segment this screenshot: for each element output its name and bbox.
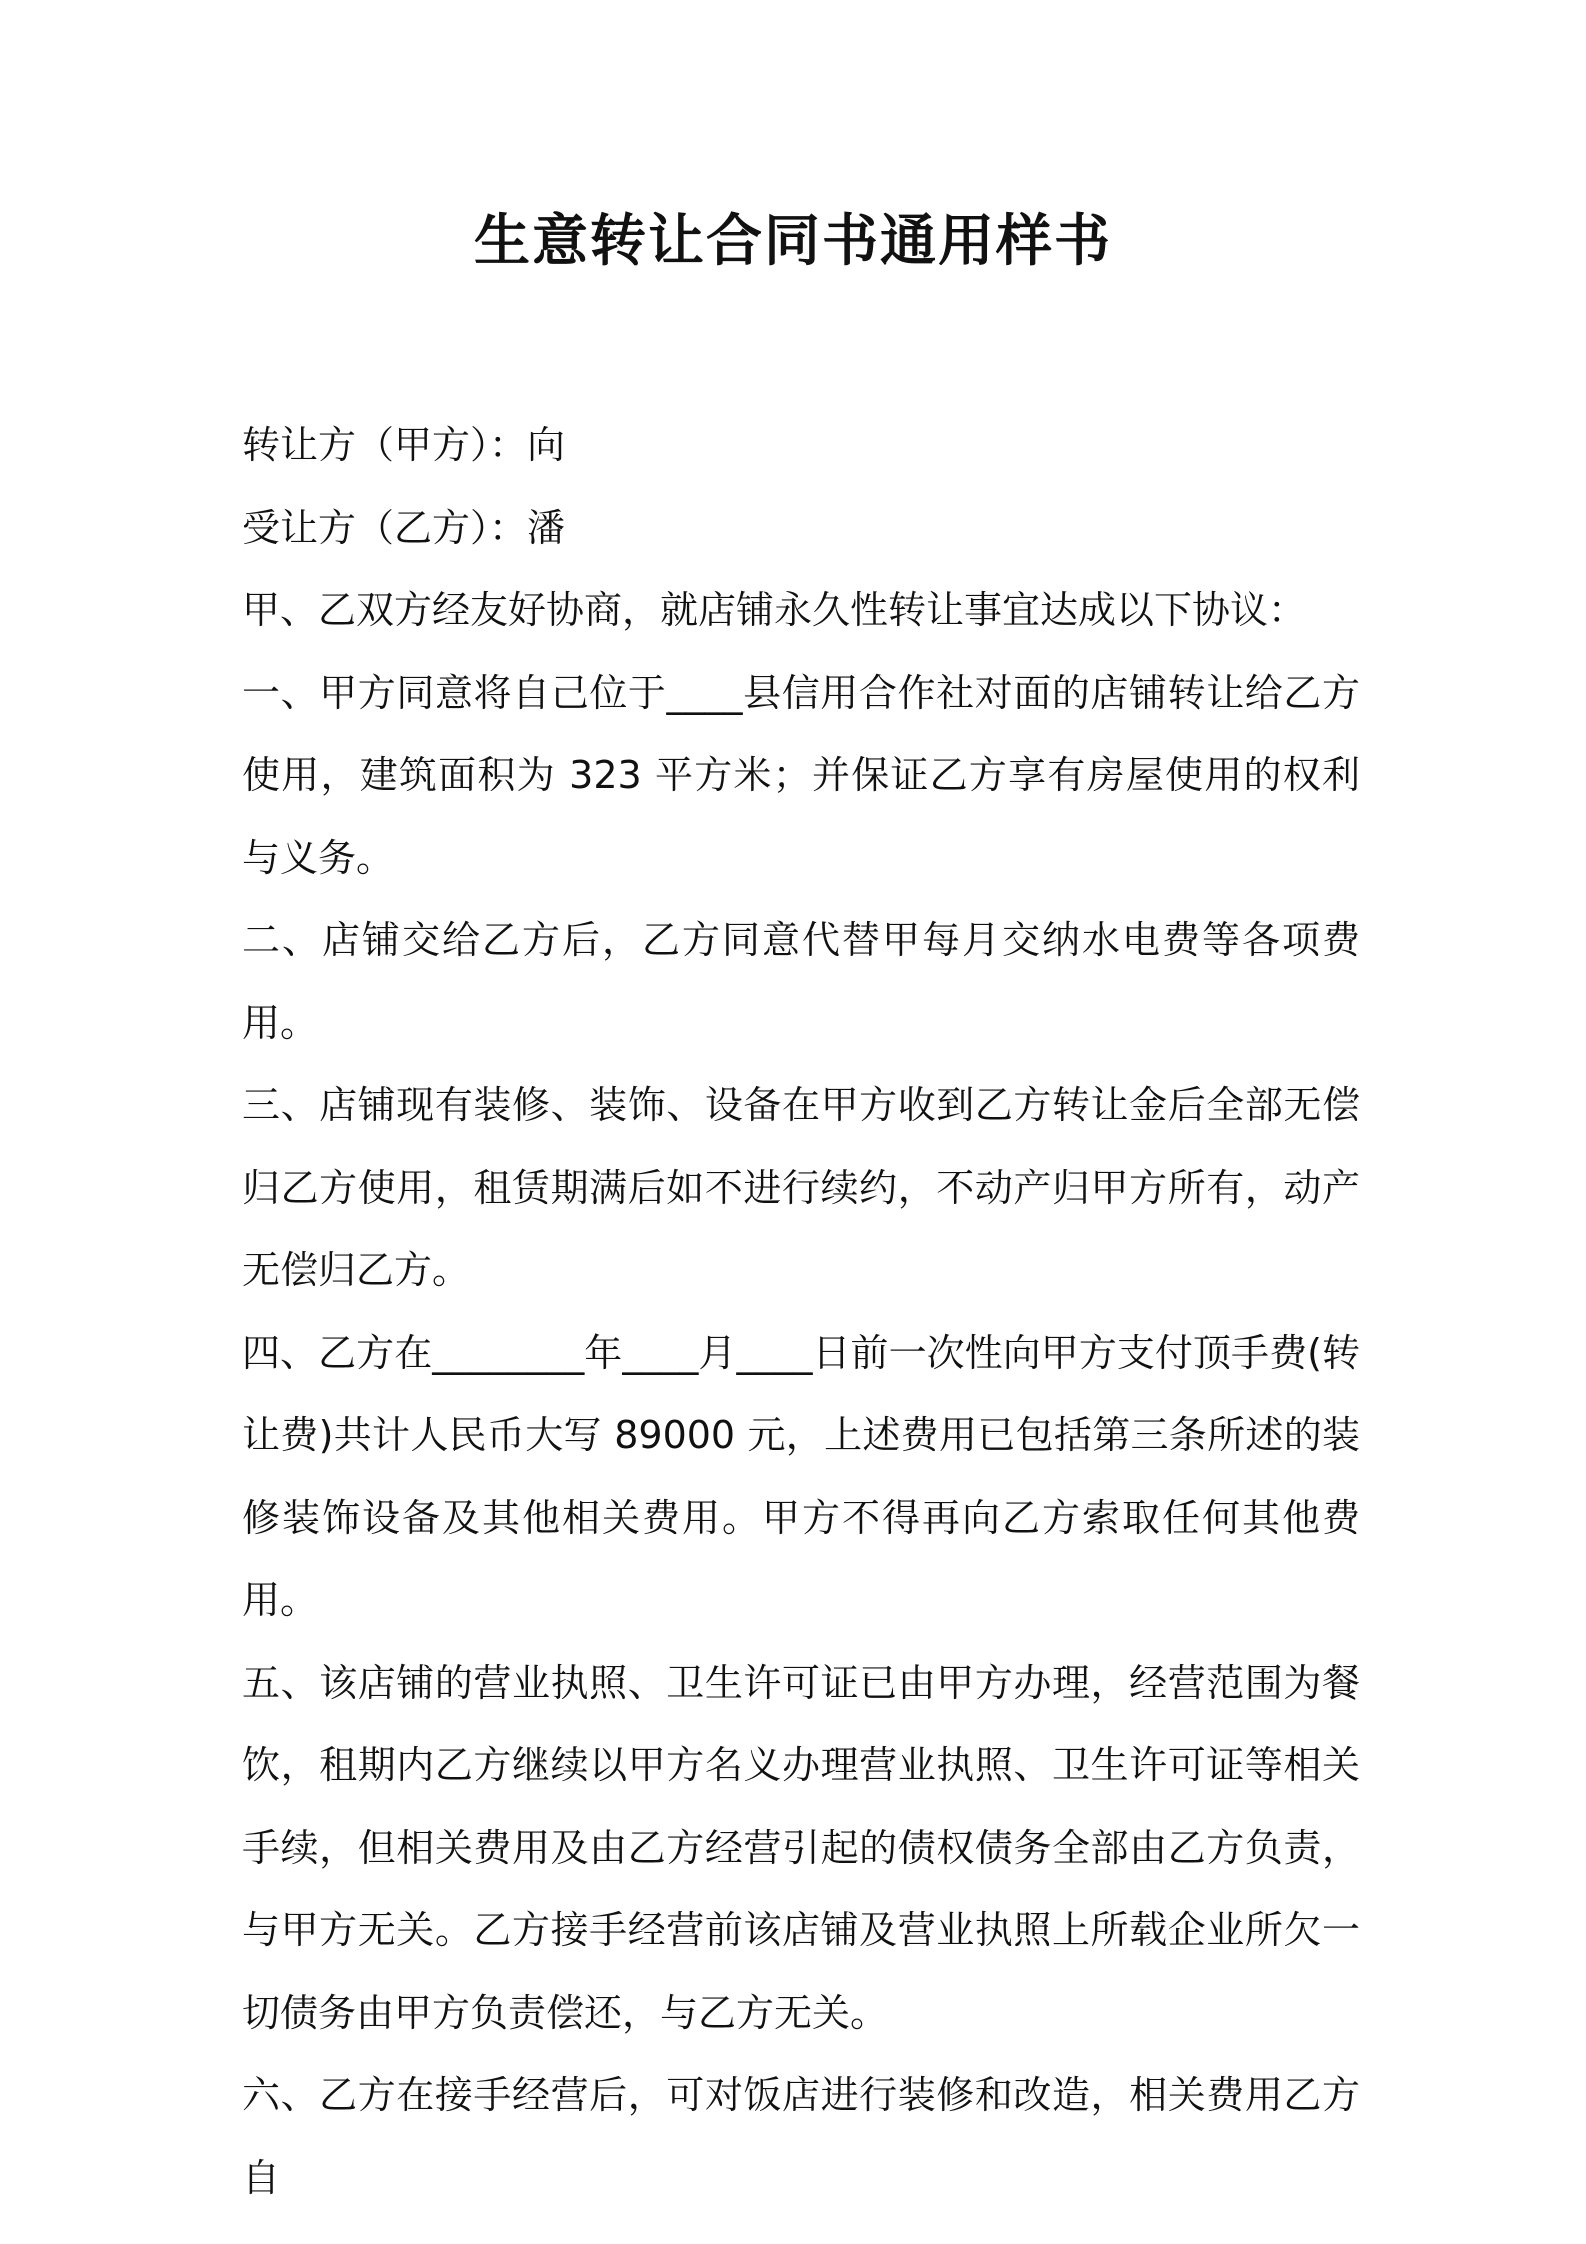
document-title: 生意转让合同书通用样书: [474, 209, 1112, 274]
clause-4: 四、乙方在________年____月____日前一次性向甲方支付顶手费(转让费)共计人民币大写 89000 元，上述费用已包括第三条所述的装修装饰设备及其他相关费用。甲方不得再向乙方索取任何其他费用。: [242, 1330, 1360, 1622]
clause-3: 三、店铺现有装修、装饰、设备在甲方收到乙方转让金后全部无偿归乙方使用，租赁期满后如不进行续约，不动产归甲方所有，动产无偿归乙方。: [242, 1083, 1360, 1292]
clause-5: 五、该店铺的营业执照、卫生许可证已由甲方办理，经营范围为餐饮，租期内乙方继续以甲方名义办理营业执照、卫生许可证等相关手续，但相关费用及由乙方经营引起的债权债务全部由乙方负责，与甲方无关。乙方接手经营前该店铺及营业执照上所载企业所欠一切债务由甲方负责偿还，与乙方无关。: [242, 1660, 1360, 2035]
agreement-intro: 甲、乙双方经友好协商，就店铺永久性转让事宜达成以下协议：: [242, 588, 1307, 632]
transferee-line: 受让方（乙方）：潘: [242, 505, 566, 550]
clause-1: 一、甲方同意将自己位于____县信用合作社对面的店铺转让给乙方使用，建筑面积为 323 平方米；并保证乙方享有房屋使用的权利与义务。: [242, 670, 1360, 880]
clause-6: 六、乙方在接手经营后，可对饭店进行装修和改造，相关费用乙方自: [242, 2073, 1360, 2200]
transferor-line: 转让方（甲方）：向: [242, 423, 566, 467]
clause-2: 二、店铺交给乙方后，乙方同意代替甲每月交纳水电费等各项费用。: [242, 918, 1360, 1045]
document-body: [242, 404, 1360, 2219]
